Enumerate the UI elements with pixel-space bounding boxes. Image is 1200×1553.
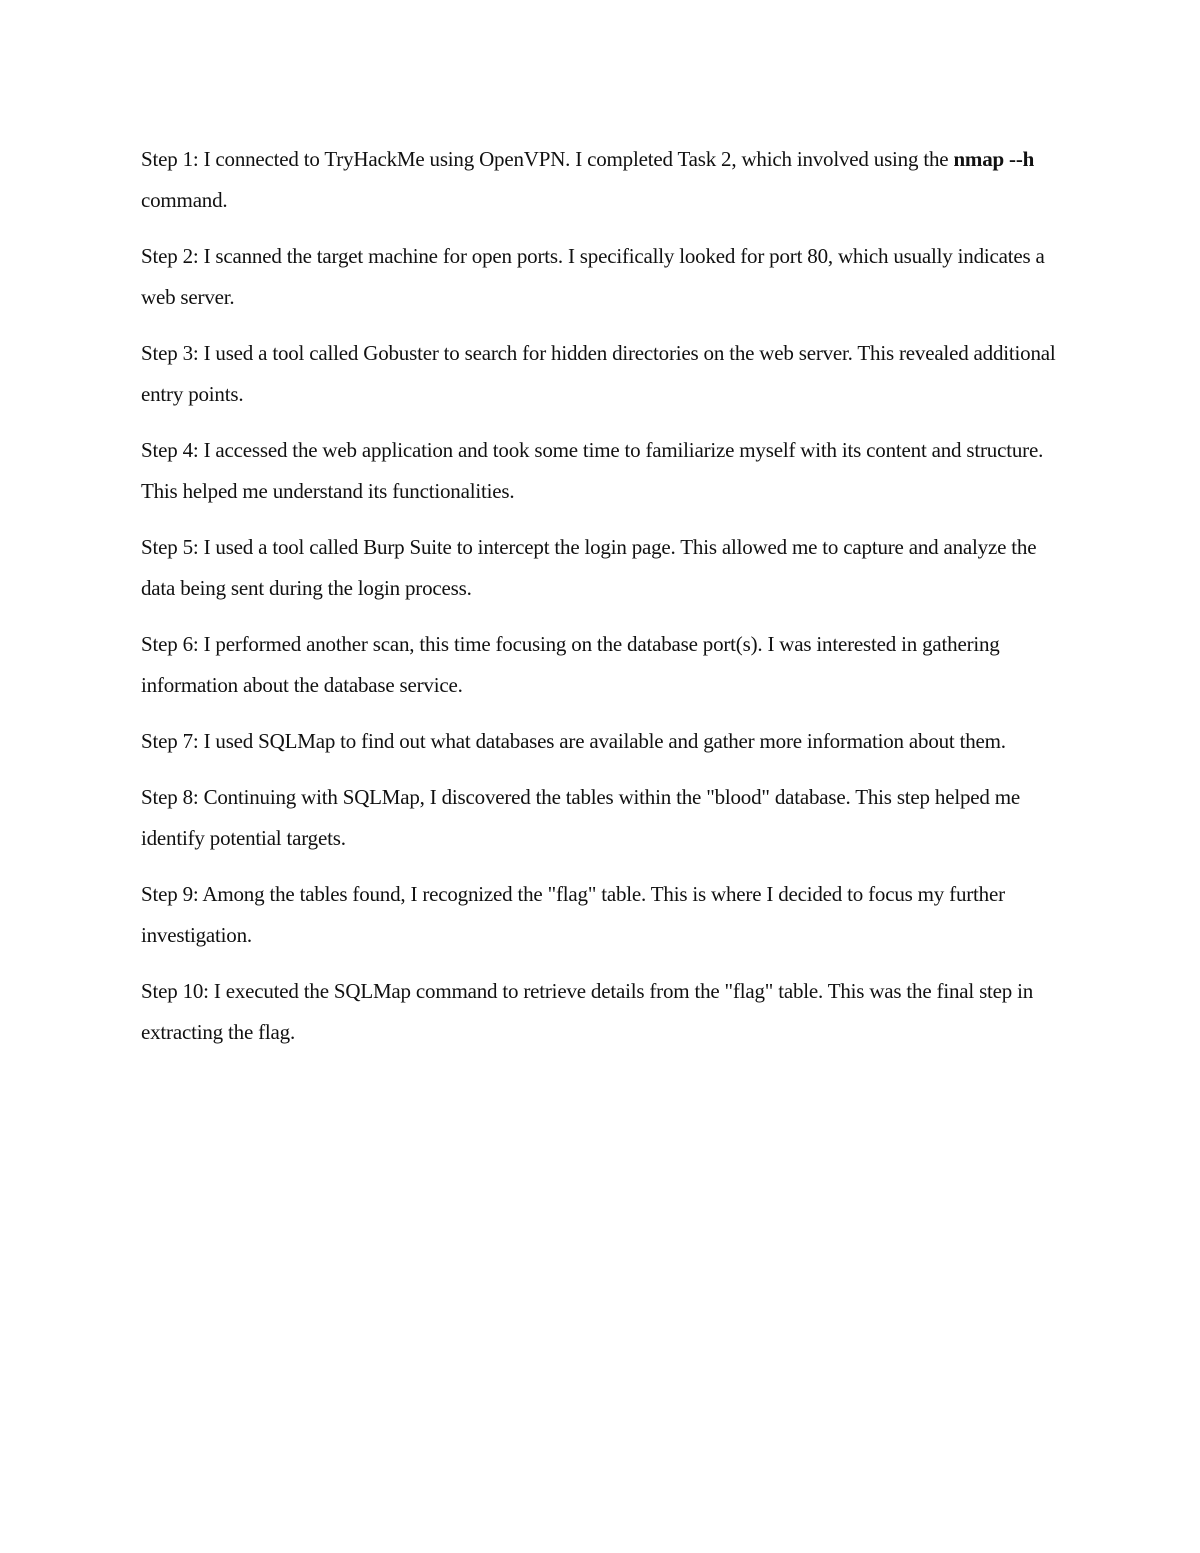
step-2-text: Step 2: I scanned the target machine for open ports. I specifically looked for port 80, which usually indicates a web server. [141,244,1045,309]
step-7-paragraph [141,721,1071,762]
step-6-paragraph [141,624,1071,706]
step-8-text: Step 8: Continuing with SQLMap, I discovered the tables within the "blood" database. This step helped me identify potential targets. [141,785,1020,850]
step-2-paragraph [141,236,1071,318]
step-4-paragraph [141,430,1071,512]
step-1-text-a: Step 1: I connected to TryHackMe using OpenVPN. I completed Task 2, which involved using the [141,147,954,171]
step-3-paragraph [141,333,1071,415]
step-8-paragraph [141,777,1071,859]
step-7-text: Step 7: I used SQLMap to find out what databases are available and gather more information about them. [141,729,1006,753]
step-5-text: Step 5: I used a tool called Burp Suite to intercept the login page. This allowed me to capture and analyze the data being sent during the login process. [141,535,1037,600]
step-1-paragraph [141,139,1071,221]
step-4-text: Step 4: I accessed the web application and took some time to familiarize myself with its content and structure. This helped me understand its functionalities. [141,438,1044,503]
step-9-paragraph [141,874,1071,956]
document-body [141,139,1071,1068]
nmap-command-text: nmap --h [953,147,1035,171]
step-5-paragraph [141,527,1071,609]
step-10-paragraph [141,971,1071,1053]
step-10-text: Step 10: I executed the SQLMap command to retrieve details from the "flag" table. This was the final step in extracting the flag. [141,979,1034,1044]
step-1-text-b: command. [141,188,228,212]
step-9-text: Step 9: Among the tables found, I recognized the "flag" table. This is where I decided to focus my further investigation. [141,882,1005,947]
step-6-text: Step 6: I performed another scan, this time focusing on the database port(s). I was interested in gathering information about the database service. [141,632,1000,697]
step-3-text: Step 3: I used a tool called Gobuster to search for hidden directories on the web server. This revealed additional entry points. [141,341,1056,406]
